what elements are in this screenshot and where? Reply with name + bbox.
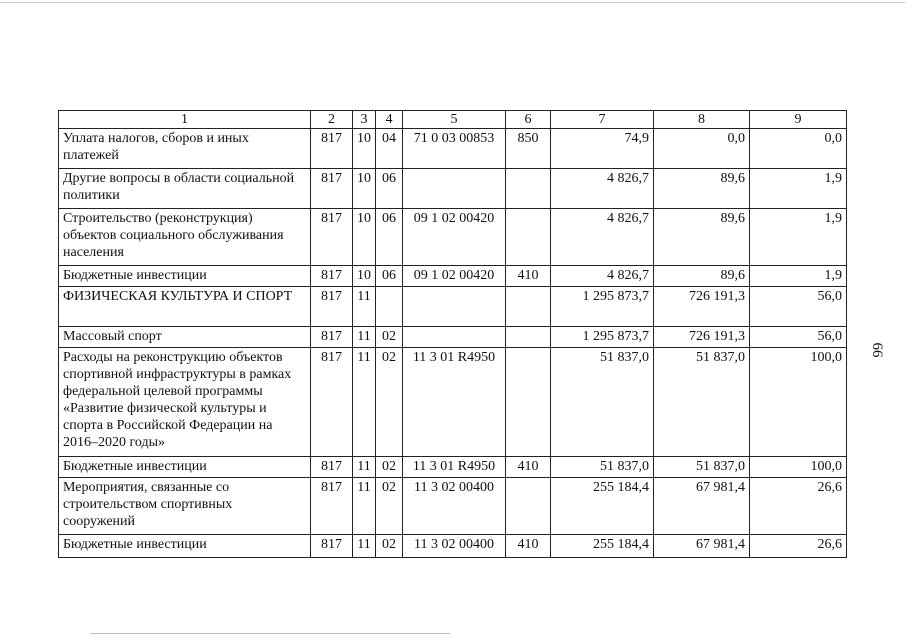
header-cell-3: 3 [353, 111, 376, 129]
cell-col2: 817 [311, 209, 353, 266]
cell-col7: 255 184,4 [551, 535, 654, 558]
cell-name: Массовый спорт [59, 327, 311, 348]
cell-col6 [506, 209, 551, 266]
cell-col8: 726 191,3 [654, 287, 750, 327]
cell-col5: 11 3 02 00400 [403, 535, 506, 558]
cell-col9: 100,0 [750, 348, 847, 457]
cell-col6: 410 [506, 266, 551, 287]
cell-col6 [506, 169, 551, 209]
cell-col6: 410 [506, 457, 551, 478]
header-cell-5: 5 [403, 111, 506, 129]
cell-col5: 11 3 01 R4950 [403, 457, 506, 478]
scan-edge-bottom [90, 633, 450, 634]
cell-col3: 10 [353, 266, 376, 287]
cell-col5: 09 1 02 00420 [403, 209, 506, 266]
cell-col9: 100,0 [750, 457, 847, 478]
cell-col2: 817 [311, 457, 353, 478]
table-row [59, 348, 847, 457]
cell-col5: 11 3 01 R4950 [403, 348, 506, 457]
header-cell-7: 7 [551, 111, 654, 129]
cell-col9: 1,9 [750, 266, 847, 287]
cell-col8: 726 191,3 [654, 327, 750, 348]
cell-col2: 817 [311, 348, 353, 457]
cell-col7: 4 826,7 [551, 169, 654, 209]
cell-col5 [403, 169, 506, 209]
cell-col9: 1,9 [750, 209, 847, 266]
cell-col2: 817 [311, 478, 353, 535]
cell-name: Бюджетные инвестиции [59, 457, 311, 478]
cell-col2: 817 [311, 535, 353, 558]
cell-col9: 56,0 [750, 327, 847, 348]
cell-name: Другие вопросы в области социальной политики [59, 169, 311, 209]
cell-col2: 817 [311, 327, 353, 348]
table-row [59, 209, 847, 266]
cell-col7: 4 826,7 [551, 266, 654, 287]
cell-col3: 10 [353, 169, 376, 209]
cell-col7: 74,9 [551, 129, 654, 169]
cell-col9: 26,6 [750, 535, 847, 558]
header-cell-2: 2 [311, 111, 353, 129]
table-row [59, 169, 847, 209]
table-row [59, 478, 847, 535]
page-number: 66 [869, 342, 885, 358]
cell-col4: 02 [376, 478, 403, 535]
cell-col6 [506, 327, 551, 348]
cell-name: Расходы на реконструкцию объектов спортивной инфраструктуры в рамках федеральной целевой программы «Развитие физической культуры и спорта в Российской Федерации на 2016–2020 годы» [59, 348, 311, 457]
cell-col8: 67 981,4 [654, 478, 750, 535]
cell-name: Строительство (реконструкция) объектов социального обслуживания населения [59, 209, 311, 266]
cell-col2: 817 [311, 266, 353, 287]
cell-col5: 11 3 02 00400 [403, 478, 506, 535]
cell-col9: 26,6 [750, 478, 847, 535]
table-row [59, 129, 847, 169]
cell-col9: 56,0 [750, 287, 847, 327]
cell-col7: 1 295 873,7 [551, 327, 654, 348]
cell-col3: 11 [353, 348, 376, 457]
cell-col9: 1,9 [750, 169, 847, 209]
header-cell-6: 6 [506, 111, 551, 129]
cell-col6 [506, 348, 551, 457]
cell-col4: 02 [376, 327, 403, 348]
cell-col8: 0,0 [654, 129, 750, 169]
cell-col9: 0,0 [750, 129, 847, 169]
cell-col7: 51 837,0 [551, 348, 654, 457]
cell-col2: 817 [311, 169, 353, 209]
cell-col5 [403, 327, 506, 348]
cell-col6: 410 [506, 535, 551, 558]
cell-col4 [376, 287, 403, 327]
header-cell-4: 4 [376, 111, 403, 129]
cell-col3: 11 [353, 478, 376, 535]
table-row [59, 266, 847, 287]
cell-col3: 11 [353, 457, 376, 478]
cell-name: Бюджетные инвестиции [59, 535, 311, 558]
cell-col3: 10 [353, 129, 376, 169]
cell-col5: 71 0 03 00853 [403, 129, 506, 169]
cell-col8: 51 837,0 [654, 457, 750, 478]
budget-table [58, 110, 847, 558]
header-cell-1: 1 [59, 111, 311, 129]
cell-col7: 4 826,7 [551, 209, 654, 266]
cell-col8: 67 981,4 [654, 535, 750, 558]
cell-col6 [506, 478, 551, 535]
cell-col4: 02 [376, 348, 403, 457]
table-body [59, 111, 847, 558]
table-row [59, 457, 847, 478]
cell-col6: 850 [506, 129, 551, 169]
cell-col8: 89,6 [654, 209, 750, 266]
cell-col2: 817 [311, 287, 353, 327]
table-row [59, 287, 847, 327]
cell-col7: 1 295 873,7 [551, 287, 654, 327]
cell-col4: 02 [376, 535, 403, 558]
cell-col5: 09 1 02 00420 [403, 266, 506, 287]
header-cell-9: 9 [750, 111, 847, 129]
cell-col4: 02 [376, 457, 403, 478]
cell-col4: 06 [376, 169, 403, 209]
cell-col3: 11 [353, 535, 376, 558]
cell-name: Мероприятия, связанные со строительством спортивных сооружений [59, 478, 311, 535]
cell-col7: 51 837,0 [551, 457, 654, 478]
cell-col3: 11 [353, 327, 376, 348]
cell-col8: 51 837,0 [654, 348, 750, 457]
cell-col4: 06 [376, 266, 403, 287]
cell-col2: 817 [311, 129, 353, 169]
cell-col8: 89,6 [654, 266, 750, 287]
table-row [59, 327, 847, 348]
cell-col8: 89,6 [654, 169, 750, 209]
cell-name: ФИЗИЧЕСКАЯ КУЛЬТУРА И СПОРТ [59, 287, 311, 327]
cell-col3: 10 [353, 209, 376, 266]
cell-col4: 06 [376, 209, 403, 266]
cell-name: Уплата налогов, сборов и иных платежей [59, 129, 311, 169]
cell-name: Бюджетные инвестиции [59, 266, 311, 287]
cell-col4: 04 [376, 129, 403, 169]
table-row [59, 535, 847, 558]
cell-col7: 255 184,4 [551, 478, 654, 535]
scan-edge-top [0, 2, 905, 3]
table-header-row [59, 111, 847, 129]
cell-col3: 11 [353, 287, 376, 327]
header-cell-8: 8 [654, 111, 750, 129]
cell-col6 [506, 287, 551, 327]
cell-col5 [403, 287, 506, 327]
